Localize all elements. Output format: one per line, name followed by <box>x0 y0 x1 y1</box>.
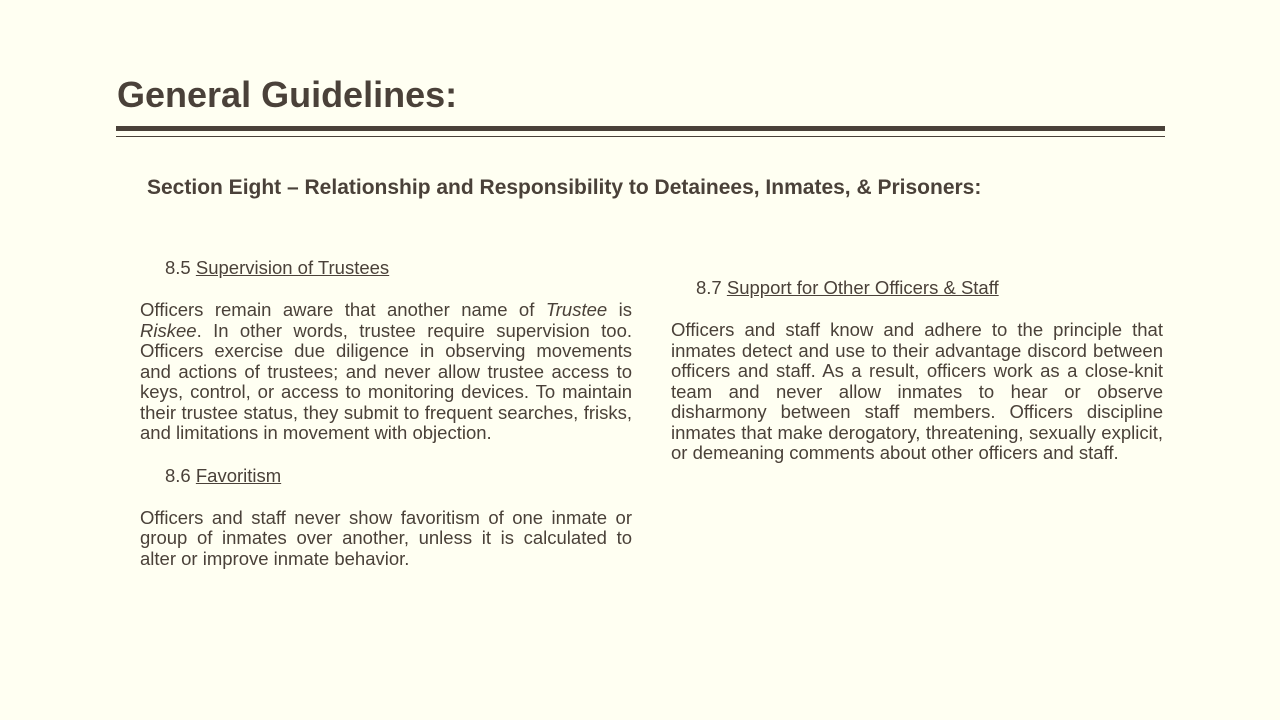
subsection-8-6-body: Officers and staff never show favoritism of one inmate or group of inmates over another, unless it is calculated to alter or improve inmate behavior. <box>140 506 632 569</box>
body-text: is <box>607 299 633 320</box>
subsection-title: Supervision of Trustees <box>195 257 390 278</box>
subsection-8-5-heading <box>165 257 632 279</box>
subsection-8-6-heading <box>165 465 632 487</box>
subsection-title: Support for Other Officers & Staff <box>726 277 999 298</box>
title-divider-thin <box>116 136 1165 137</box>
subsection-title: Favoritism <box>195 464 282 486</box>
subsection-8-7-body: Officers and staff know and adhere to the principle that inmates detect and use to their advantage discord between officers and staff. As a result, officers work as a close-knit team and never allow inmates to hear or observe disharmony between staff members. Officers discipline inmates that make derogatory, threatening, sexually explicit, or demeaning comments about other officers and staff. <box>671 319 1163 463</box>
section-heading: Section Eight – Relationship and Responsibility to Detainees, Inmates, & Prisoners: <box>147 176 982 199</box>
slide-title: General Guidelines: <box>117 74 458 115</box>
subsection-number: 8.7 <box>696 277 722 298</box>
right-column <box>671 277 1163 485</box>
subsection-number: 8.6 <box>165 464 191 486</box>
italic-term-riskee: Riskee <box>140 319 197 341</box>
body-text: . In other words, trustee require supervision too. Officers exercise due diligence in observing movements and actions of trustees; and never allow trustee access to keys, control, or access to monitoring devices. To maintain their trustee status, they submit to frequent searches, frisks, and limitations in movement with objection. <box>140 319 632 443</box>
subsection-8-5-body <box>140 300 632 444</box>
left-column <box>140 257 632 590</box>
body-text: Officers remain aware that another name of <box>140 299 546 320</box>
title-divider-thick <box>116 126 1165 131</box>
subsection-number: 8.5 <box>165 257 191 278</box>
italic-term-trustee: Trustee <box>545 299 608 320</box>
subsection-8-7-heading <box>696 277 1163 299</box>
